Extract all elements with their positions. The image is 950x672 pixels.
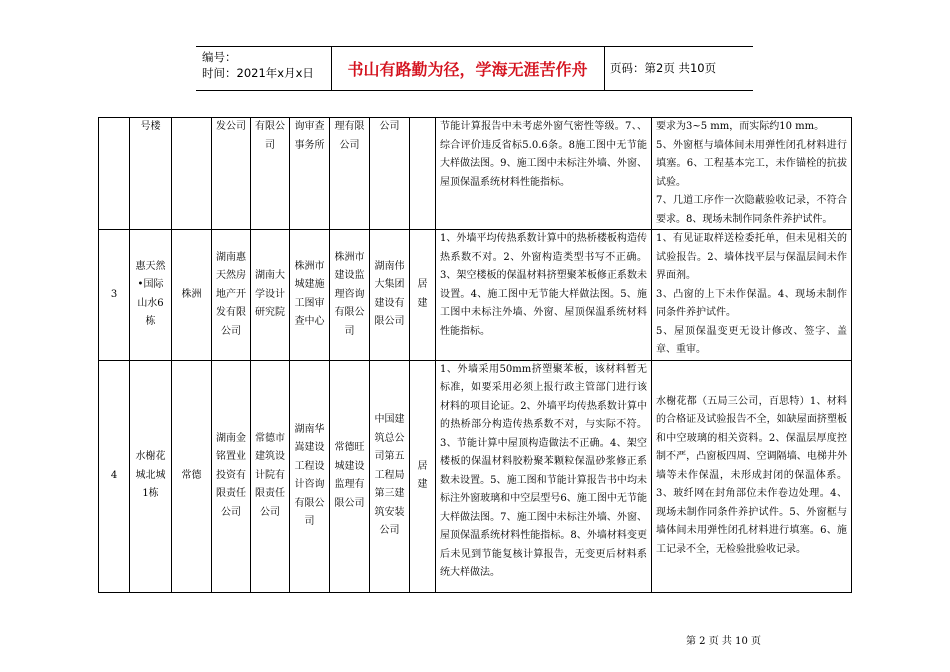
- design-issues: 1、外墙采用50mm挤塑聚苯板，该材料暂无标准，如要采用必须上报行政主管部门进行该材料的项目论证。2、外墙平均传热系数计算中的热桥部分构造传热系数不对，与实际不符。3、节能计算中屋顶构造做法不正确。4、架空楼板的保温材料胶粉聚苯颗粒保温砂浆修正系数未设置。5、施工图和节能计算报告书中均未标注外窗玻璃和中空层型号6、施工图中无节能大样做法图。7、施工图中未标注外墙、外窗、屋顶保温系统材料性能指标。8、外墙材料变更后未见到节能复核计算报告，无变更后材料系统大样做法。: [436, 360, 652, 592]
- building-type: 居建: [410, 230, 436, 361]
- developer: 湖南金铭置业投资有限责任公司: [212, 360, 251, 592]
- builder: 中国建筑总公司第五工程局第三建筑安装公司: [370, 360, 410, 592]
- table-row: [99, 230, 852, 361]
- project-name: 惠天然•国际山水6栋: [130, 230, 172, 361]
- table-row: [99, 360, 852, 592]
- row-number: 4: [99, 360, 130, 592]
- row-number: 3: [99, 230, 130, 361]
- supervisor: 株洲市建设监理咨询有限公司: [330, 230, 370, 361]
- city: 常德: [172, 360, 212, 592]
- table-row: [99, 118, 852, 230]
- site-issues: 水榭花都（五局三公司，百思特）1、材料的合格证及试验报告不全，如缺屋面挤塑板和中空玻璃的相关资料。2、保温层厚度控制不严，凸窗板四周、空调隔墙、电梯井外墙等未作保温，未形成封闭的保温体系。3、玻纤网在封角部位未作卷边处理。4、现场未制作同条件养护试件。5、外窗框与墙体间未用弹性闭孔材料进行填塞。6、施工记录不全，无检验批验收记录。: [652, 360, 852, 592]
- project-name: 水榭花城北城1栋: [130, 360, 172, 592]
- builder: 湖南伟大集团建设有限公司: [370, 230, 410, 361]
- header-page-number: 页码：第2页 共10页: [610, 61, 717, 75]
- developer: 发公司: [212, 118, 251, 230]
- header-bottom-rule: [196, 90, 753, 91]
- row-number: [99, 118, 130, 230]
- document-time-label: 时间：2021年x月x日: [202, 66, 314, 80]
- header-divider: [604, 46, 605, 90]
- inspection-table: [98, 117, 852, 593]
- page-header: [196, 46, 753, 90]
- header-meta: [202, 49, 314, 81]
- design-institute: 有限公司: [251, 118, 290, 230]
- document-number-label: 编号：: [202, 50, 237, 64]
- site-issues: 1、有见证取样送检委托单，但未见相关的试验报告。2、墙体找平层与保温层间未作界面剂。 3、凸窗的上下未作保温。4、现场未制作同条件养护试件。 5、屋顶保温变更无设计修改、签字、盖章、重审。: [652, 230, 852, 361]
- review-agency: 湖南华嵩建设工程设计咨询有限公司: [290, 360, 330, 592]
- design-issues: 1、外墙平均传热系数计算中的热桥楼板构造传热系数不对。2、外窗构造类型书写不正确。3、架空楼板的保温材料挤塑聚苯板修正系数未设置。4、施工图中无节能大样做法图。5、施工图中未标注外墙、外窗、屋顶保温系统材料性能指标。: [436, 230, 652, 361]
- design-issues: 节能计算报告中未考虑外窗气密性等级。7、、综合评价违反省标5.0.6条。8施工图中无节能大样做法图。9、施工图中未标注外墙、外窗、屋顶保温系统材料性能指标。: [436, 118, 652, 230]
- review-agency: 询审查事务所: [290, 118, 330, 230]
- supervisor: 常德旺城建设监理有限公司: [330, 360, 370, 592]
- building-type: 居建: [410, 360, 436, 592]
- builder: 公司: [370, 118, 410, 230]
- site-issues: 要求为3~5 mm，而实际约10 mm。 5、外窗框与墙体间未用弹性闭孔材料进行填塞。6、工程基本完工，未作锚栓的抗拔试验。 7、几道工序作一次隐蔽验收记录，不符合要求。8、现场未制作同条件养护试件。: [652, 118, 852, 230]
- design-institute: 常德市建筑设计院有限责任公司: [251, 360, 290, 592]
- review-agency: 株洲市城建施工图审查中心: [290, 230, 330, 361]
- project-name: 号楼: [130, 118, 172, 230]
- building-type: [410, 118, 436, 230]
- design-institute: 湖南大学设计研究院: [251, 230, 290, 361]
- city: [172, 118, 212, 230]
- developer: 湖南惠天然房地产开发有限公司: [212, 230, 251, 361]
- city: 株洲: [172, 230, 212, 361]
- header-slogan: 书山有路勤为径，学海无涯苦作舟: [347, 59, 588, 79]
- page-footer: 第 2 页 共 10 页: [686, 636, 761, 647]
- supervisor: 理有限公司: [330, 118, 370, 230]
